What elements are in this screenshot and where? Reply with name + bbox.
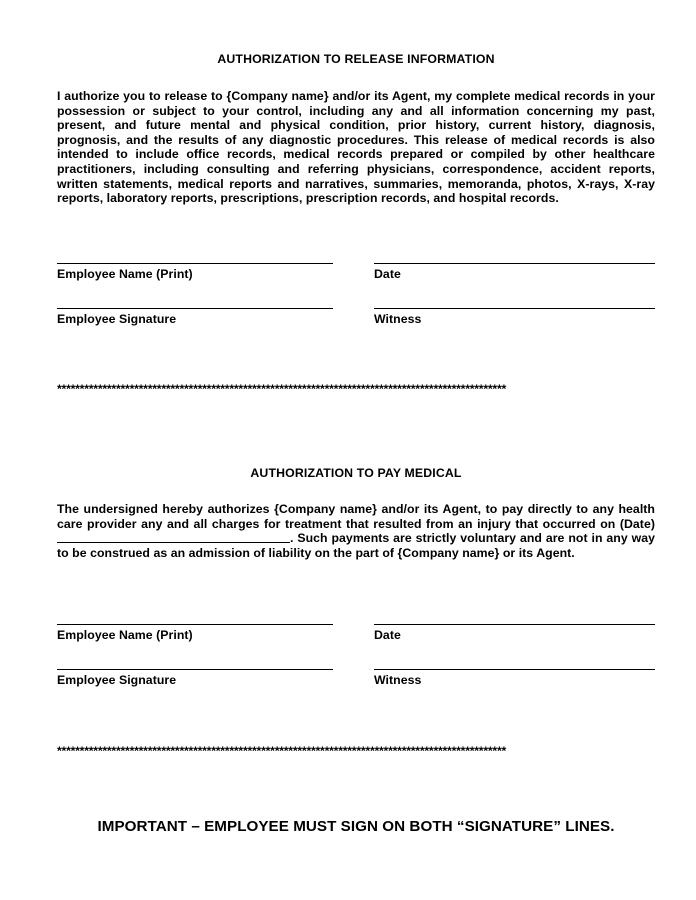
pay-paragraph-text-after: . Such payments are strictly voluntary and are not in any way to be construed as an admission of liability on the part of {Company name} or its Agent. [57, 531, 655, 560]
asterisk-divider-1: *************************************************************************************************** [57, 383, 507, 396]
date-label: Date [374, 267, 401, 281]
employee-name-label: Employee Name (Print) [57, 628, 193, 642]
witness-field[interactable] [374, 308, 655, 326]
pay-divider [57, 745, 657, 758]
employee-signature-label: Employee Signature [57, 673, 177, 687]
witness-field[interactable] [374, 669, 655, 687]
document-page [57, 0, 655, 900]
witness-label: Witness [374, 312, 422, 326]
signature-row-name-date [57, 263, 655, 281]
section-release-body [57, 89, 655, 206]
pay-signature-block [57, 624, 655, 687]
witness-label: Witness [374, 673, 422, 687]
date-label: Date [374, 628, 401, 642]
pay-heading: AUTHORIZATION TO PAY MEDICAL [250, 466, 462, 480]
release-heading: AUTHORIZATION TO RELEASE INFORMATION [217, 52, 495, 66]
signature-row-name-date [57, 624, 655, 642]
footer-notice: IMPORTANT – EMPLOYEE MUST SIGN ON BOTH “SIGNATURE” LINES. [97, 818, 615, 835]
date-field[interactable] [374, 624, 655, 642]
employee-signature-field[interactable] [57, 308, 333, 326]
employee-name-field[interactable] [57, 624, 333, 642]
section-pay-body [57, 502, 655, 560]
asterisk-divider-2: *************************************************************************************************** [57, 745, 507, 758]
section-pay-title [57, 466, 655, 480]
employee-signature-label: Employee Signature [57, 312, 177, 326]
signature-row-sig-witness [57, 669, 655, 687]
employee-name-field[interactable] [57, 263, 333, 281]
pay-paragraph-text-before: The undersigned hereby authorizes {Company name} and/or its Agent, to pay directly to any health care provider any and all charges for treatment that resulted from an injury that occurred on (Date) [57, 502, 655, 531]
pay-paragraph [57, 502, 655, 560]
date-field[interactable] [374, 263, 655, 281]
signature-row-sig-witness [57, 308, 655, 326]
release-signature-block [57, 263, 655, 326]
footer-notice-container [57, 818, 655, 836]
section-release-title [57, 52, 655, 66]
employee-name-label: Employee Name (Print) [57, 267, 193, 281]
release-paragraph: I authorize you to release to {Company name} and/or its Agent, my complete medical records in your possession or subject to your control, including any and all information concerning my past, present, and future mental and physical condition, prior history, current history, diagnosis, prognosis, and the results of any diagnostic procedures. This release of medical records is also intended to include office records, medical records prepared or compiled by other healthcare practitioners, including consulting and referring physicians, correspondence, accident reports, written statements, medical reports and narratives, summaries, memoranda, photos, X-rays, X-ray reports, laboratory reports, prescriptions, prescription records, and hospital records. [57, 89, 655, 206]
date-inline-blank[interactable] [57, 531, 290, 543]
employee-signature-field[interactable] [57, 669, 333, 687]
release-divider [57, 383, 657, 396]
